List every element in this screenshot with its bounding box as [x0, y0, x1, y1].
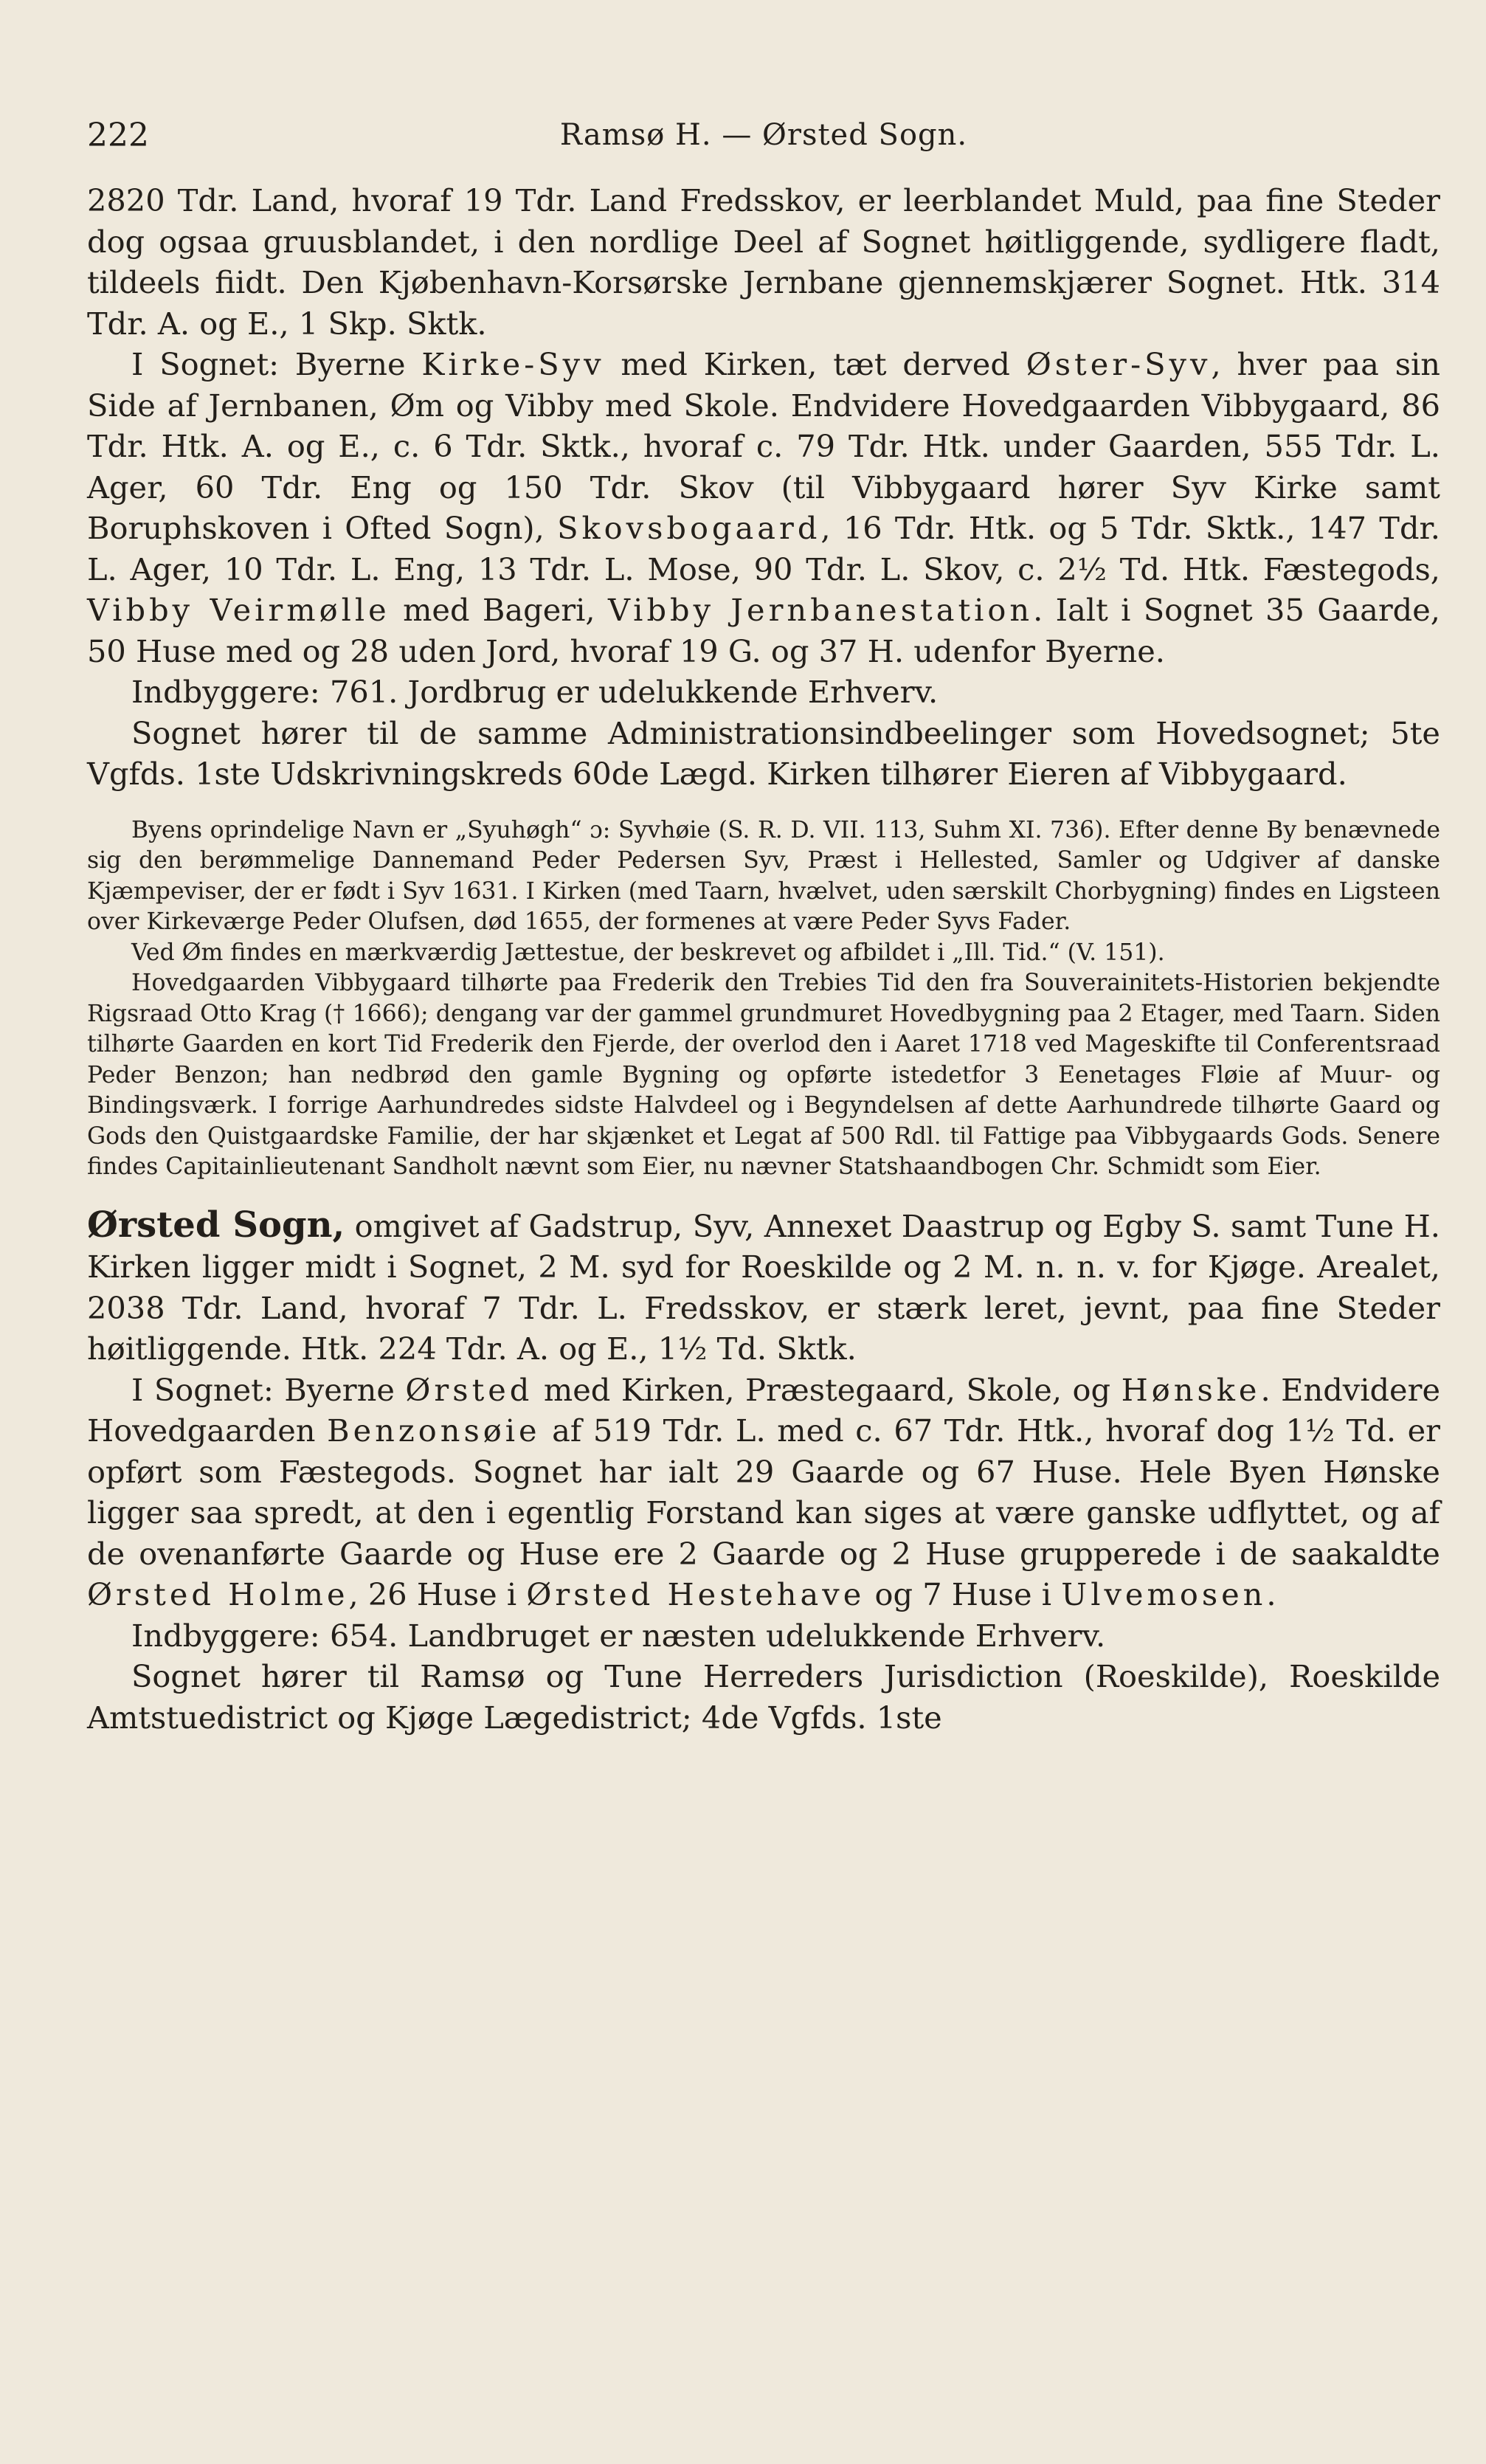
text-span: med Bageri, [390, 592, 608, 628]
place-name: Øster-Syv [1026, 346, 1212, 382]
text-span: , 16 Tdr. Htk. og 5 Tdr. Sktk., 147 Tdr. L. Ager, 10 Tdr. L. Eng, 13 Tdr. L. Mose, 90 Tdr. L. Skov, c. 2½ Td. Htk. Fæstegods, [87, 510, 1440, 587]
place-name: Ørsted [405, 1371, 533, 1408]
section-orsted-sogn [87, 1205, 1440, 1739]
paragraph-administration: Sognet hører til Ramsø og Tune Herreders Jurisdiction (Roeskilde), Roeskilde Amtstuedistrict og Kjøge Lægedistrict; 4de Vgfds. 1ste [87, 1658, 1440, 1736]
paragraph-population: Indbyggere: 654. Landbruget er næsten udelukkende Erhverv. [131, 1617, 1106, 1654]
paragraph-administration: Sognet hører til de samme Administrationsindbeelinger som Hovedsognet; 5te Vgfds. 1ste Udskrivningskreds 60de Lægd. Kirken tilhører Eieren af Vibbygaard. [87, 714, 1440, 792]
place-name: Ørsted Holme [87, 1576, 349, 1612]
place-name: Ulvemosen [1061, 1576, 1267, 1612]
note-passage-grave: Ved Øm findes en mærkværdig Jættestue, der beskrevet og afbildet i „Ill. Tid.“ (V. 151). [131, 939, 1165, 966]
text-span: med Kirken, Præstegaard, Skole, og [533, 1371, 1122, 1408]
text-span: , hver paa sin Side af Jernbanen, Øm og Vibby med Skole. Endvidere Hovedgaarden Vibbygaard, 86 Tdr. Htk. A. og E., c. 6 Tdr. Sktk., hvoraf c. 79 Tdr. Htk. under Gaarden, 555 Tdr. L. Ager, 60 Tdr. Eng og 150 Tdr. Skov (til Vibbygaard hører Syv Kirke samt Boruphskoven i Ofted Sogn), [87, 346, 1440, 546]
text-span: . Ialt i Sognet 35 Gaarde, 50 Huse med og 28 uden Jord, hvoraf 19 G. og 37 H. udenfor Byerne. [87, 592, 1440, 669]
paragraph-land-description: 2820 Tdr. Land, hvoraf 19 Tdr. Land Fredsskov, er leerblandet Muld, paa fine Steder dog ogsaa gruusblandet, i den nordlige Deel af Sognet høitliggende, sydligere fladt, tildeels fiidt. Den Kjøbenhavn-Korsørske Jernbane gjennemskjærer Sognet. Htk. 314 Tdr. A. og E., 1 Skp. Sktk. [87, 182, 1440, 342]
text-span: og 7 Huse i [865, 1576, 1062, 1612]
section-heading: Ørsted Sogn, [87, 1204, 345, 1246]
small-print-notes [87, 815, 1440, 1183]
place-name: Skovsbogaard [557, 510, 821, 546]
text-span: med Kirken, tæt derved [604, 346, 1026, 382]
section-syv-sogn [87, 180, 1440, 795]
text-span: omgivet af Gadstrup, Syv, Annexet Daastrup og Egby S. samt Tune H. Kirken ligger midt i Sognet, 2 M. syd for Roeskilde og 2 M. n. n. v. for Kjøge. Arealet, 2038 Tdr. Land, hvoraf 7 Tdr. L. Fredsskov, er stærk leret, jevnt, paa fine Steder høitliggende. Htk. 224 Tdr. A. og E., 1½ Td. Sktk. [87, 1207, 1440, 1367]
place-name: Benzonsøie [327, 1412, 541, 1449]
text-span: I Sognet: Byerne [131, 1371, 406, 1408]
page-header [87, 111, 1440, 162]
page-number: 222 [87, 117, 149, 154]
note-manor-history: Hovedgaarden Vibbygaard tilhørte paa Frederik den Trebies Tid den fra Souverainitets-Historien bekjendte Rigsraad Otto Krag († 1666); dengang var der gammel grundmuret Hovedbygning paa 2 Etager, med Taarn. Siden tilhørte Gaarden en kort Tid Frederik den Fjerde, der overlod den i Aaret 1718 ved Mageskifte til Conferentsraad Peder Benzon; han nedbrød den gamle Bygning og opførte istedetfor 3 Eenetages Fløie af Muur- og Bindingsværk. I forrige Aarhundredes sidste Halvdeel og i Begyndelsen af dette Aarhundrede tilhørte Gaard og Gods den Quistgaardske Familie, der har skjænket et Legat af 500 Rdl. til Fattige paa Vibbygaards Gods. Senere findes Capitainlieutenant Sandholt nævnt som Eier, nu nævner Statshaandbogen Chr. Schmidt som Eier. [87, 970, 1440, 1180]
place-name: Vibby Veirmølle [87, 592, 390, 628]
place-name: Vibby Jernbanestation [607, 592, 1034, 628]
place-name: Ørsted Hestehave [526, 1576, 865, 1612]
paragraph-villages [87, 344, 1440, 672]
place-name: Kirke-Syv [421, 346, 605, 382]
text-span: . Endvidere Hovedgaarden [87, 1371, 1441, 1449]
running-title: Ramsø H. — Ørsted Sogn. [559, 118, 968, 152]
text-span: , 26 Huse i [348, 1576, 527, 1612]
paragraph-population: Indbyggere: 761. Jordbrug er udelukkende Erhverv. [131, 674, 939, 710]
paragraph-orsted-intro [87, 1205, 1440, 1370]
paragraph-villages [87, 1370, 1440, 1615]
text-span: . [1266, 1576, 1276, 1612]
note-name-origin: Byens oprindelige Navn er „Syuhøgh“ ɔ: Syvhøie (S. R. D. VII. 113, Suhm XI. 736). Efter denne By benævnede sig den berømmelige Dannemand Peder Pedersen Syv, Præst i Hellested, Samler og Udgiver af danske Kjæmpeviser, der er født i Syv 1631. I Kirken (med Taarn, hvælvet, uden særskilt Chorbygning) findes en Ligsteen over Kirkeværge Peder Olufsen, død 1655, der formenes at være Peder Syvs Fader. [87, 816, 1440, 935]
text-span: I Sognet: Byerne [131, 346, 422, 382]
place-name: Hønske [1121, 1371, 1261, 1408]
text-span: af 519 Tdr. L. med c. 67 Tdr. Htk., hvoraf dog 1½ Td. er opført som Fæstegods. Sognet har ialt 29 Gaarde og 67 Huse. Hele Byen Hønske ligger saa spredt, at den i egentlig Forstand kan siges at være ganske udflyttet, og af de ovenanførte Gaarde og Huse ere 2 Gaarde og 2 Huse grupperede i de saakaldte [87, 1412, 1440, 1572]
